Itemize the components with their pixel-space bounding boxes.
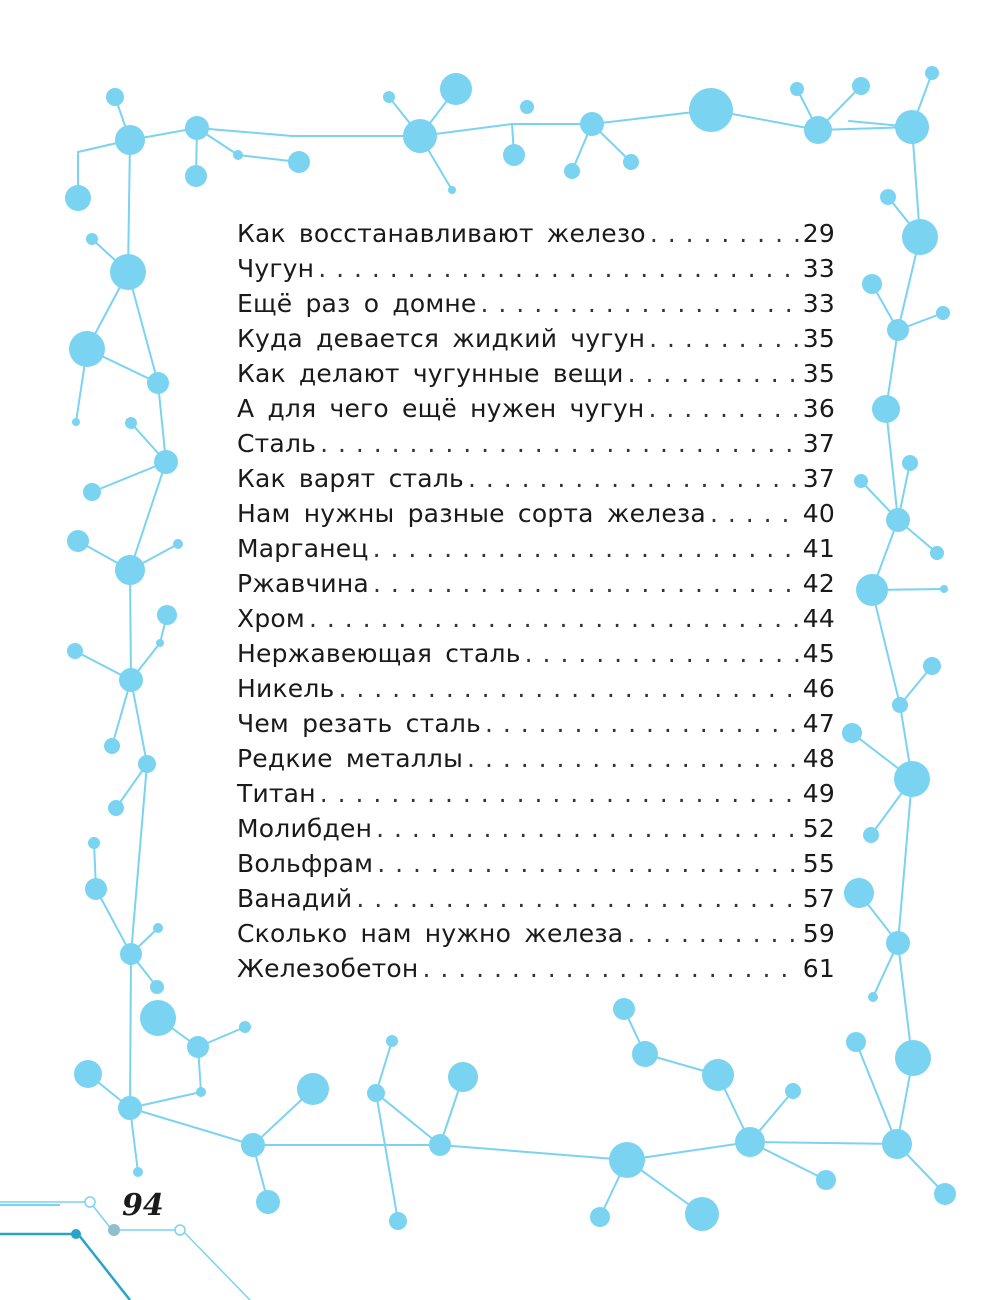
dot-leader [356, 881, 800, 916]
toc-entry-page: 29 [802, 219, 835, 248]
toc-entry[interactable] [237, 356, 835, 391]
dot-leader [628, 356, 801, 391]
toc-entry[interactable] [237, 951, 835, 986]
toc-entry-title: Сталь [237, 429, 317, 458]
toc-entry[interactable] [237, 566, 835, 601]
toc-entry-page: 36 [802, 394, 835, 423]
toc-entry-page: 42 [802, 569, 835, 598]
toc-entry[interactable] [237, 916, 835, 951]
toc-entry[interactable] [237, 776, 835, 811]
dot-leader [377, 846, 801, 881]
toc-entry-page: 44 [802, 604, 835, 633]
dot-leader [338, 671, 800, 706]
toc-entry-page: 57 [802, 884, 835, 913]
table-of-contents [237, 216, 835, 986]
toc-entry-page: 55 [802, 849, 835, 878]
dot-leader [481, 286, 801, 321]
toc-entry-title: Куда девается жидкий чугун [237, 324, 646, 353]
dot-leader [467, 741, 801, 776]
toc-entry-title: Никель [237, 674, 335, 703]
toc-entry-title: Чугун [237, 254, 315, 283]
toc-entry-page: 59 [802, 919, 835, 948]
toc-entry-title: Железобетон [237, 954, 419, 983]
toc-entry-title: Как варят сталь [237, 464, 464, 493]
toc-entry-title: Ржавчина [237, 569, 369, 598]
toc-entry-page: 47 [802, 709, 835, 738]
toc-entry-page: 33 [802, 254, 835, 283]
dot-leader [627, 916, 800, 951]
dot-leader [320, 776, 801, 811]
toc-entry-page: 33 [802, 289, 835, 318]
toc-entry[interactable] [237, 531, 835, 566]
toc-entry-page: 40 [802, 499, 835, 528]
dot-leader [376, 811, 801, 846]
toc-entry[interactable] [237, 636, 835, 671]
toc-entry[interactable] [237, 496, 835, 531]
dot-leader [468, 461, 801, 496]
toc-entry-page: 45 [802, 639, 835, 668]
toc-entry-page: 41 [802, 534, 835, 563]
toc-entry[interactable] [237, 811, 835, 846]
toc-entry-page: 37 [802, 429, 835, 458]
toc-entry[interactable] [237, 391, 835, 426]
toc-entry-title: Молибден [237, 814, 373, 843]
dot-leader [320, 426, 801, 461]
toc-entry-title: Как восстанавливают железо [237, 219, 646, 248]
dot-leader [373, 531, 801, 566]
toc-entry[interactable] [237, 671, 835, 706]
toc-entry-title: Сколько нам нужно железа [237, 919, 624, 948]
dot-leader [648, 391, 800, 426]
toc-entry-title: Нам нужны разные сорта железа [237, 499, 706, 528]
toc-entry-page: 35 [802, 324, 835, 353]
toc-entry-title: Ещё раз о домне [237, 289, 477, 318]
toc-entry-title: Марганец [237, 534, 369, 563]
toc-entry-title: Нержавеющая сталь [237, 639, 521, 668]
toc-entry-page: 49 [802, 779, 835, 808]
dot-leader [309, 601, 801, 636]
toc-entry[interactable] [237, 741, 835, 776]
toc-entry-page: 48 [802, 744, 835, 773]
toc-entry-title: Ванадий [237, 884, 353, 913]
dot-leader [373, 566, 801, 601]
toc-entry[interactable] [237, 251, 835, 286]
page-number: 94 [122, 1188, 164, 1223]
toc-entry-page: 37 [802, 464, 835, 493]
dot-leader [318, 251, 801, 286]
toc-entry[interactable] [237, 321, 835, 356]
dot-leader [649, 321, 801, 356]
toc-entry-page: 61 [802, 954, 835, 983]
toc-entry-title: Вольфрам [237, 849, 374, 878]
dot-leader [485, 706, 801, 741]
dot-leader [710, 496, 801, 531]
dot-leader [422, 951, 800, 986]
toc-entry-title: А для чего ещё нужен чугун [237, 394, 645, 423]
toc-entry[interactable] [237, 706, 835, 741]
toc-entry[interactable] [237, 461, 835, 496]
toc-entry[interactable] [237, 601, 835, 636]
toc-entry[interactable] [237, 846, 835, 881]
toc-entry[interactable] [237, 426, 835, 461]
toc-entry-title: Титан [237, 779, 316, 808]
toc-entry-page: 52 [802, 814, 835, 843]
toc-entry-title: Как делают чугунные вещи [237, 359, 624, 388]
toc-entry[interactable] [237, 881, 835, 916]
toc-entry-title: Редкие металлы [237, 744, 464, 773]
toc-entry-page: 35 [802, 359, 835, 388]
toc-entry[interactable] [237, 216, 835, 251]
dot-leader [525, 636, 801, 671]
toc-entry-page: 46 [802, 674, 835, 703]
dot-leader [650, 216, 801, 251]
toc-entry-title: Хром [237, 604, 305, 633]
toc-entry[interactable] [237, 286, 835, 321]
toc-entry-title: Чем резать сталь [237, 709, 481, 738]
